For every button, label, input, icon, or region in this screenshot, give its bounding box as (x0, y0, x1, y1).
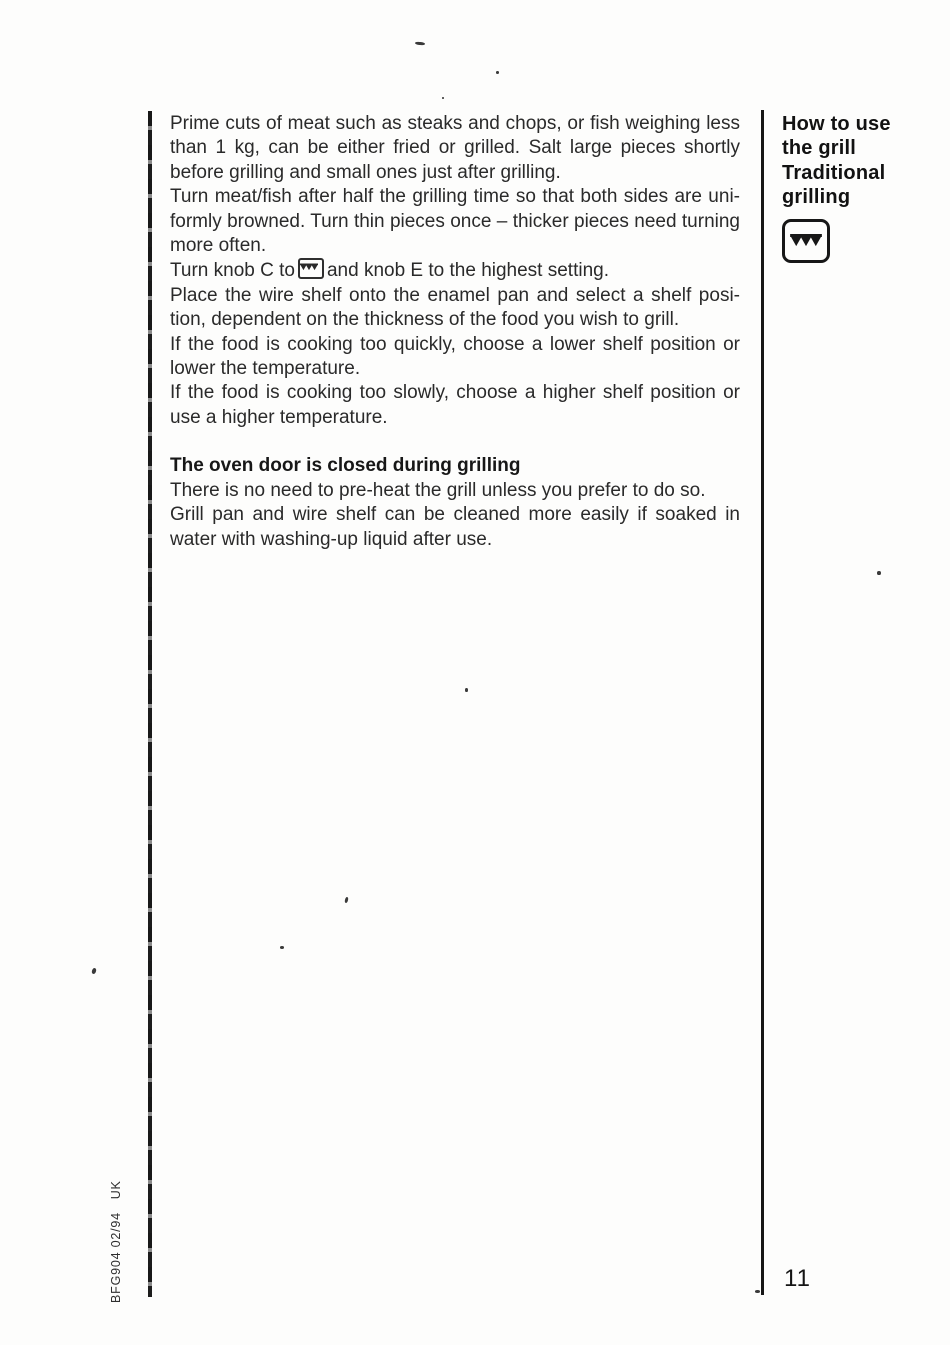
grill-setting-inline-icon (298, 258, 324, 279)
scan-speck (496, 71, 499, 74)
scan-speck (877, 571, 881, 575)
scan-speck (442, 97, 444, 99)
scan-speck (465, 688, 468, 692)
paragraph-text: and knob E to the highest setting. (326, 260, 609, 282)
print-code-vertical: BFG904 02/94 UK (109, 1180, 123, 1303)
paragraph-text: Turn knob C to (170, 260, 295, 282)
sidebar-heading-line: Traditional (782, 161, 886, 184)
body-paragraph: There is no need to pre-heat the grill unless you prefer to do so. (170, 479, 706, 501)
grill-symbol-icon (782, 219, 830, 263)
scan-speck (415, 41, 425, 45)
body-paragraph: If the food is cooking too quickly, choose a lower shelf position or lower the temperature. (170, 333, 740, 380)
left-margin-rule (148, 111, 152, 1297)
page-number: 11 (784, 1265, 811, 1292)
body-paragraph: Prime cuts of meat such as steaks and chops, or fish weighing less than 1 kg, can be either fried or grilled. Salt large pieces shortly before grilling and small ones just after grilling. (170, 113, 740, 183)
body-paragraph: Grill pan and wire shelf can be cleaned more easily if soaked in water with washing-up liquid after use. (170, 504, 740, 550)
sidebar-heading-line: How to use (782, 113, 891, 135)
scan-speck (344, 897, 348, 904)
body-paragraph: Turn meat/fish after half the grilling time so that both sides are uniformly browned. Turn thin pieces once – thicker pieces need turning more often. (170, 186, 740, 257)
sidebar-heading (782, 112, 940, 210)
scan-speck (280, 946, 284, 949)
body-paragraph-knob (170, 258, 740, 283)
body-paragraph: Place the wire shelf onto the enamel pan and select a shelf position, dependent on the thickness of the food you wish to grill. (170, 284, 740, 331)
scan-speck (91, 968, 97, 975)
sidebar (782, 112, 940, 263)
sidebar-heading-line: grilling (782, 186, 851, 209)
main-text-column (170, 112, 740, 552)
column-divider-rule (761, 110, 764, 1295)
scan-speck (755, 1290, 760, 1293)
section-heading: The oven door is closed during grilling (170, 455, 521, 477)
body-paragraph: If the food is cooking too slowly, choose a higher shelf position or use a higher temperature. (170, 382, 740, 428)
sidebar-heading-line: the grill (782, 137, 857, 160)
